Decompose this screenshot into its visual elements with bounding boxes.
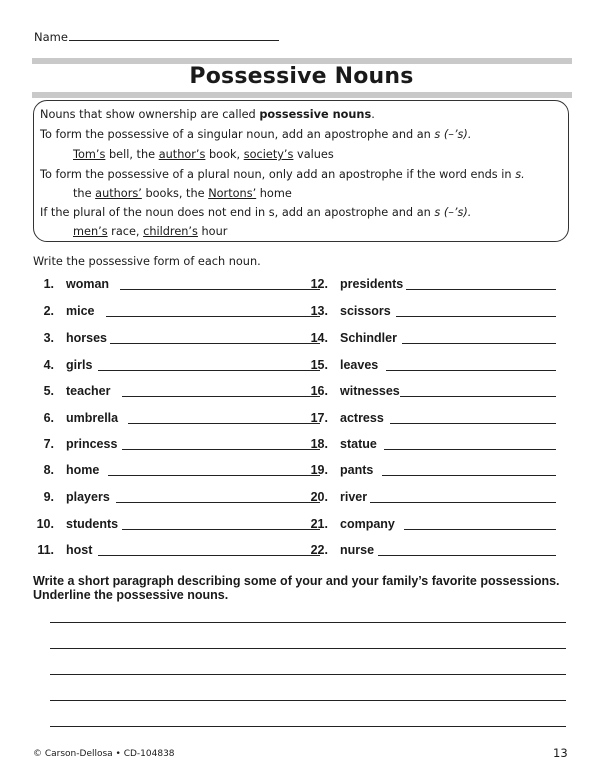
writing-line[interactable] — [50, 648, 566, 649]
answer-blank[interactable] — [128, 423, 320, 424]
writing-line[interactable] — [50, 674, 566, 675]
rule-line-4: If the plural of the noun does not end in s, add an apostrophe and an s (–’s). — [40, 206, 472, 219]
answer-blank[interactable] — [386, 370, 556, 371]
rule-line-2: To form the possessive of a singular noun, add an apostrophe and an s (–’s). — [40, 128, 472, 141]
answer-blank[interactable] — [382, 475, 556, 476]
answer-blank[interactable] — [98, 555, 320, 556]
copyright: © Carson-Dellosa • CD-104838 — [33, 749, 175, 759]
answer-blank[interactable] — [384, 449, 556, 450]
answer-blank[interactable] — [108, 475, 320, 476]
writing-line[interactable] — [50, 622, 566, 623]
example-line-2: the authors’ books, the Nortons’ home — [73, 187, 292, 200]
example-line-3: men’s race, children’s hour — [73, 225, 228, 238]
answer-blank[interactable] — [400, 396, 556, 397]
answer-blank[interactable] — [122, 449, 320, 450]
instructions: Write the possessive form of each noun. — [33, 255, 261, 268]
name-label: Name — [34, 30, 68, 44]
answer-blank[interactable] — [402, 343, 556, 344]
writing-line[interactable] — [50, 726, 566, 727]
writing-line[interactable] — [50, 700, 566, 701]
answer-blank[interactable] — [122, 529, 320, 530]
title-divider — [32, 92, 572, 98]
page-title: Possessive Nouns — [189, 64, 414, 89]
answer-blank[interactable] — [378, 555, 556, 556]
answer-blank[interactable] — [122, 396, 320, 397]
rule-line-3: To form the possessive of a plural noun, only add an apostrophe if the word ends in s. — [40, 168, 525, 181]
answer-blank[interactable] — [396, 316, 556, 317]
answer-blank[interactable] — [116, 502, 320, 503]
example-line-1: Tom’s bell, the author’s book, society’s values — [73, 148, 334, 161]
paragraph-prompt: Write a short paragraph describing some of your and your family’s favorite possessions. Underline the possessive nouns. — [33, 574, 560, 602]
name-field[interactable] — [69, 40, 279, 41]
answer-blank[interactable] — [110, 343, 320, 344]
answer-blank[interactable] — [120, 289, 320, 290]
answer-blank[interactable] — [98, 370, 320, 371]
answer-blank[interactable] — [370, 502, 556, 503]
page-number: 13 — [553, 746, 568, 760]
answer-blank[interactable] — [404, 529, 556, 530]
answer-blank[interactable] — [106, 316, 320, 317]
rule-line-1: Nouns that show ownership are called possessive nouns. — [40, 108, 375, 121]
answer-blank[interactable] — [390, 423, 556, 424]
answer-blank[interactable] — [406, 289, 556, 290]
